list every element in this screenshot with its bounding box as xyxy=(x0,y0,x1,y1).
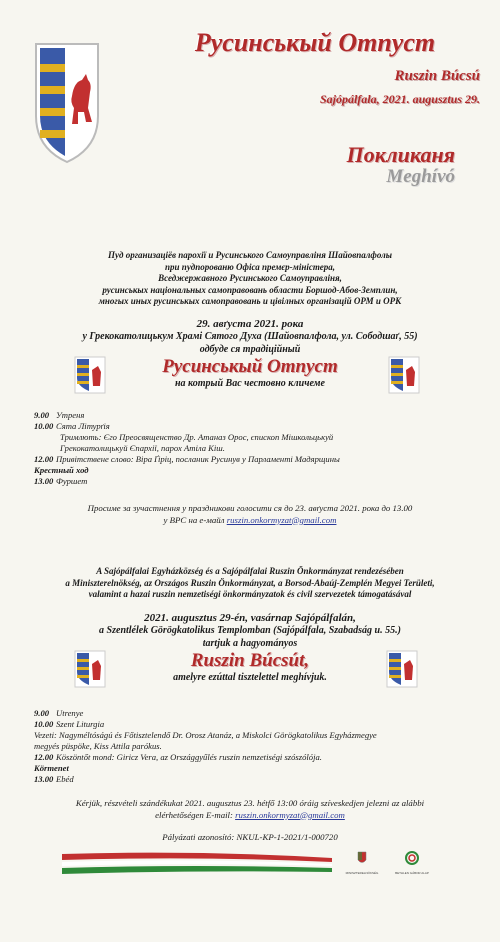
schedule-time: 13.00 xyxy=(34,476,54,486)
event-invite: на котрый Вас честовно кличеме xyxy=(175,378,325,389)
hungarian-tricolor-banner xyxy=(62,852,332,874)
event-date: 29. авґуста 2021. рока xyxy=(196,318,304,330)
schedule-item xyxy=(34,454,474,465)
schedule-event: Utrenye xyxy=(56,708,84,718)
schedule-item xyxy=(34,421,474,432)
invitation-title-hungarian: Meghívó xyxy=(386,166,455,187)
note-prefix: elérhetőségen E-mail: xyxy=(155,809,233,820)
rusyn-coat-of-arms-icon xyxy=(32,38,102,166)
hungarian-coat-of-arms-icon xyxy=(338,850,386,866)
email-link[interactable]: ruszin.onkormyzat@gmail.com xyxy=(235,809,345,820)
event-held: одбуде ся традіційный xyxy=(199,343,301,355)
schedule-event: Привітствене слово: Віра Ґіріц, посланик Русинув у Парламенті Мадярщины xyxy=(56,454,340,464)
event-date: 2021. augusztus 29-én, vasárnap Sajópálfalán, xyxy=(144,612,356,624)
bga-logo-text: BETHLEN GÁBOR ALAP xyxy=(395,871,429,875)
rusyn-coat-of-arms-icon xyxy=(74,650,106,688)
hungarian-schedule xyxy=(34,708,474,785)
intro-line: Пуд организаціёв парохії и Русинського Самоуправліня Шайовпалфолы xyxy=(108,250,392,260)
event-held: tartjuk a hagyományos xyxy=(202,637,298,649)
procession: Крестный ход xyxy=(34,465,89,475)
intro-line: a Miniszterelnökség, az Országos Ruszin Önkormányzat, a Borsod-Abaúj-Zemplén Megyei Területi, xyxy=(65,577,435,588)
intro-line: русинськых національных самоправовань области Боршод-Абов-Земплин, xyxy=(102,284,398,295)
liturgy-leaders-cont: Грекокатолицькуй Єпархії, парох Атіла Кіш. xyxy=(60,443,225,453)
bga-emblem-icon xyxy=(390,850,434,866)
grant-id: Pályázati azonosító: NKUL-KP-1-2021/1-000720 xyxy=(162,832,338,842)
intro-line: при пудпорованю Офіса премєр-міністера, xyxy=(165,261,335,272)
rusyn-registration-note xyxy=(40,503,460,526)
liturgy-leaders: Vezeti: Nagyméltóságú és Főtisztelendő Dr. Orosz Atanáz, a Miskolci Görögkatolikus Egyházmegye xyxy=(34,730,377,740)
schedule-item xyxy=(34,708,474,719)
intro-line: valamint a hazai ruszin nemzetiségi önkormányzatok és civil szervezetek támogatásával xyxy=(88,589,412,599)
title-hungarian: Ruszin Búcsú xyxy=(394,68,480,84)
schedule-time: 10.00 xyxy=(34,421,54,431)
event-date-line: Sajópálfala, 2021. augusztus 29. xyxy=(319,92,480,106)
note-line: Kérjük, részvételi szándékukat 2021. augusztus 23. hétfő 13:00 óráig szíveskedjen jelezni az alábbi xyxy=(75,798,425,808)
rusyn-coat-of-arms-icon xyxy=(74,356,106,394)
ministry-logo-text: MINISZTERELNÖKSÉG xyxy=(345,871,379,875)
schedule-time: 9.00 xyxy=(34,708,50,718)
note-line xyxy=(40,515,460,527)
schedule-time: 9.00 xyxy=(34,410,50,420)
hungarian-registration-note xyxy=(40,798,460,821)
schedule-time: 13.00 xyxy=(34,774,54,784)
schedule-event: Köszöntőt mond: Giricz Vera, az Országgyűlés ruszin nemzetiségi szószólója. xyxy=(56,752,322,762)
schedule-item xyxy=(34,752,474,763)
event-name: Русинськый Отпуст xyxy=(162,356,338,377)
title-rusyn: Русинськый Отпуст xyxy=(194,28,436,57)
event-name: Ruszin Búcsút, xyxy=(190,650,310,671)
schedule-item xyxy=(34,410,474,421)
schedule-item xyxy=(34,719,474,730)
event-place: у Грекокатолицькум Храмі Сятого Духа (Шайовпалфола, ул. Сободшаґ, 55) xyxy=(82,331,418,342)
invitation-title-rusyn: Покликаня xyxy=(346,142,455,167)
schedule-time: 10.00 xyxy=(34,719,54,729)
schedule-item xyxy=(34,476,474,487)
rusyn-coat-of-arms-icon xyxy=(388,356,420,394)
rusyn-intro xyxy=(20,250,480,308)
intro-line: Вседжержавного Русинського Самоуправліня, xyxy=(158,273,342,283)
schedule-event: Сята Літурґія xyxy=(56,421,110,431)
note-prefix: у ВРС на е-майл xyxy=(163,514,225,525)
event-place: a Szentlélek Görögkatolikus Templomban (Sajópálfala, Szabadság u. 55.) xyxy=(99,625,401,636)
schedule-item xyxy=(34,774,474,785)
rusyn-coat-of-arms-icon xyxy=(386,650,418,688)
email-link[interactable]: ruszin.onkormyzat@gmail.com xyxy=(226,514,337,525)
note-line: Просиме за зучастнення у праздникови голосити ся до 23. авґуста 2021. рока до 13.00 xyxy=(87,503,413,513)
intro-line: A Sajópálfalai Egyházközség és a Sajópálfalai Ruszin Önkormányzat rendezésében xyxy=(96,566,404,576)
liturgy-leaders: Тримлють: Єго Преосвященство Др. Атаназ Орос, єпископ Мішкольцькуй xyxy=(60,432,334,442)
schedule-event: Утреня xyxy=(56,410,85,420)
liturgy-leaders-cont: megyés püspöke, Kiss Attila parókus. xyxy=(34,741,162,751)
ministry-logo xyxy=(338,850,386,876)
schedule-event: Ebéd xyxy=(56,774,74,784)
event-invite: amelyre ezúttal tisztelettel meghívjuk. xyxy=(173,672,327,683)
schedule-time: 12.00 xyxy=(34,752,54,762)
schedule-event: Фуршет xyxy=(56,476,88,486)
hungarian-intro xyxy=(20,566,480,601)
rusyn-schedule xyxy=(34,410,474,487)
intro-line: многых иных русинськых самоправовань и цівілных організацій ОРМ и ОРК xyxy=(98,296,402,306)
schedule-time: 12.00 xyxy=(34,454,54,464)
note-line xyxy=(40,810,460,822)
schedule-event: Szent Liturgia xyxy=(56,719,105,729)
bga-logo xyxy=(390,850,434,876)
procession: Körmenet xyxy=(34,763,69,773)
